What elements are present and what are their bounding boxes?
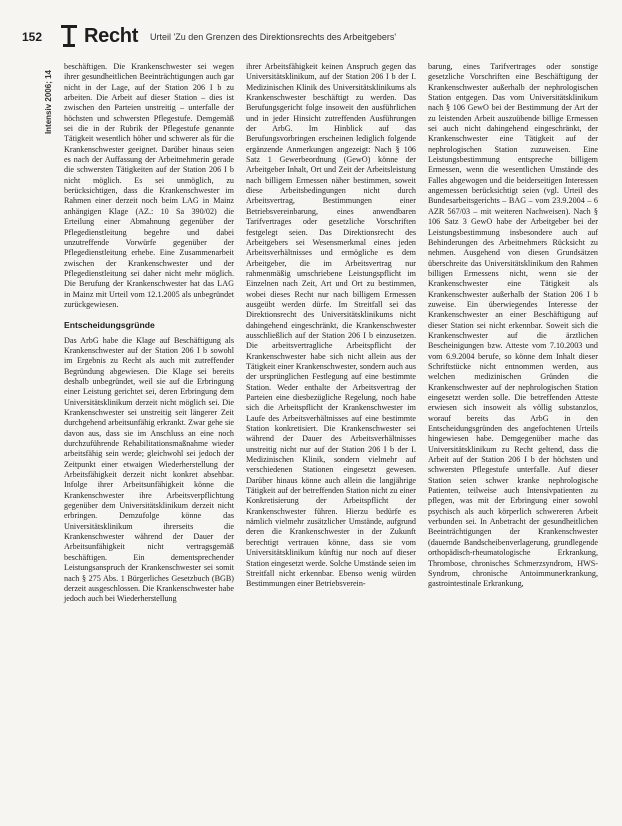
text-column-3 [428,62,598,590]
text-column-1 [64,62,234,605]
paragraph: ihrer Arbeitsfähigkeit keinen Anspruch gegen das Universitätsklinikum, auf der Station 206 I b der I. Medizinischen Klinik des Universitätsklinikums als Krankenschwester beschäftigt zu werden. Das Berufungsgericht folge insoweit den ausführlichen und in jeder Hinsicht zutreffenden Ausführungen der ArbG. Im Hinblick auf das Berufungsvorbringen erscheinen lediglich folgende ergänzende Anmerkungen angezeigt: Nach § 106 Satz 1 Gewerbeordnung (GewO) könne der Arbeitgeber Inhalt, Ort und Zeit der Arbeitsleistung nach billigem Ermessen näher bestimmen, soweit diese Arbeitsbedingungen nicht durch Arbeitsvertrag, Bestimmungen einer Betriebsvereinbarung, eines anwendbaren Tarifvertrages oder gesetzliche Vorschriften festgelegt seien. Das Direktionsrecht des Arbeitgebers sei Wesensmerkmal eines jeden Arbeitsverhältnisses und ermögliche es dem Arbeitgeber, die im Arbeitsvertrag nur rahmenmäßig umschriebene Leistungspflicht im Einzelnen nach Zeit, Art und Ort zu bestimmen, wobei dieses Recht nur nach billigem Ermessen ausgeübt werden dürfe. Im Streitfall sei das Direktionsrecht des Universitätsklinikums nicht dahingehend eingeschränkt, die Krankenschwester ausschließlich auf der Station 206 I b einzusetzen. Die arbeitsvertragliche Arbeitspflicht der Krankenschwester habe sich nicht allein aus der Tätigkeit einer Krankenschwester, sondern auch aus der ursprünglichen Festlegung auf eine bestimmte Station. Weder enthalte der Arbeitsvertrag der Parteien eine diesbezügliche Regelung, noch habe sich die Arbeitspflicht der Krankenschwester im Laufe des Arbeitsverhältnisses auf eine bestimmte Station konkretisiert. Die Krankenschwester sei während der Dauer des Arbeitsverhältnisses unstreitig nicht nur auf der Station 206 I b der I. Medizinischen Klinik, sondern vielmehr auf verschiedenen Stationen eingesetzt gewesen. Darüber hinaus könne auch allein die langjährige Tätigkeit auf der betreffenden Station nicht zu einer Konkretisierung der Arbeitspflicht der Krankenschwester führen. Hierzu bedürfe es nämlich vielmehr zusätzlicher Umstände, aufgrund deren die Krankenschwester in der Zukunft berechtigt vertrauen könne, dass sie vom Universitätsklinikum künftig nur noch auf dieser Station eingesetzt werde. Solche Umstände seien im Streitfall nicht erkennbar. Ebenso wenig würden Bestimmungen einer Betriebsverein- [246,62,416,589]
journal-logo-icon [60,24,78,48]
section-title: Recht [84,25,139,47]
page-header [22,24,598,52]
paragraph: beschäftigen. Die Krankenschwester sei wegen ihrer gesundheitlichen Beeinträchtigungen auch gar nicht in der Lage, auf der Station 206 I b zu arbeiten. Die Arbeit auf dieser Station – dies ist zwischen den Parteien unstreitig – unterfalle der höchsten und schwersten Pflegestufe. Demgemäß sei die in der Rubrik der Pflegestufe genannte Tätigkeit wesentlich höher und schwerer als für die Krankenschwester geeignet. Darüber hinaus seien es nach der Auffassung der Arbeitnehmerin gerade die schwersten Tätigkeiten auf der Station 206 I b nicht möglich. Es sei unmöglich, zu berücksichtigen, dass die Krankenschwester im Rahmen einer derzeit noch beim LAG in Mainz anhängigen Klage (AZ.: 10 Sa 390/02) die Erteilung einer Abmahnung gegenüber der Pflegedienstleitung begehre und dabei unzutreffende Vorwürfe gegenüber der Pflegedienstleitung erhebe. Eine Zusammenarbeit zwischen der Krankenschwester und der Pflegedienstleitung sei daher nicht mehr möglich. Die Berufung der Krankenschwester hat das LAG in Mainz mit Urteil vom 12.1.2005 als unbegründet zurückgewiesen. [64,62,234,309]
subheading: Entscheidungsgründe [64,320,155,331]
paragraph: barung, eines Tarifvertrages oder sonstige gesetzliche Vorschriften eine Beschäftigung der Krankenschwester außerhalb der nephrologischen Station entgegen. Das vom Universitätsklinikum nach § 106 GewO bei der Bestimmung der Art der zu leistenden Arbeit auszuübende billige Ermessen sei auch nicht dahingehend eingeschränkt, der Krankenschwester eine Tätigkeit auf der nephrologischen Station zuzuweisen. Eine Leistungsbestimmung entspreche billigem Ermessen, wenn die wesentlichen Umstände des Falles abgewogen und die beiderseitigen Interessen angemessen berücksichtigt seien (vgl. Urteil des Bundesarbeitsgerichts – BAG – vom 23.9.2004 – 6 AZR 567/03 – mit weiteren Nachweisen). Nach § 106 Satz 3 GewO habe der Arbeitgeber bei der Leistungsbestimmung insbesondere auch auf Behinderungen des Arbeitnehmers Rücksicht zu nehmen. Ausgehend von diesen Grundsätzen überschreite das Universitätsklinikum den Rahmen billigen Ermessens nicht, wenn sie der Krankenschwester eine Tätigkeit als Krankenschwester außerhalb der Station 206 I b zuweise. Ein überwiegendes Interesse der Krankenschwester an einer Beschäftigung auf dieser Station sei nicht erkennbar. Soweit sich die Krankenschwester auf die ärztlichen Bescheinigungen bzw. Atteste vom 7.10.2003 und vom 6.9.2004 berufe, so könne dem Inhalt dieser Schriftstücke nicht entnommen werden, aus welchen medizinischen Gründen die Krankenschwester auf der nephrologischen Station eingesetzt werden solle. Die betreffenden Atteste erwiesen sich insoweit als völlig substanzlos, worauf bereits das ArbG in den Entscheidungsgründen des angefochtenen Urteils hingewiesen habe. Demgegenüber mache das Universitätsklinikum zu Recht geltend, dass die Arbeit auf der Station 206 I b der höchsten und schwersten Pflegestufe unterfalle. Auf dieser Station seien schwer kranke nephrologische Patienten, teilweise auch Intensivpatienten zu pflegen, was mit der Erbringung einer sowohl psychisch als auch körperlich schwereren Arbeit verbunden sei. In Anbetracht der gesundheitlichen Beeinträchtigungen der Krankenschwester (dauernde Bandscheibenverlagerung, grundlegende orthopädisch-rheumatologische Erkrankung, Thrombose, chronisches Schmerzsyndrom, HWS-Syndrom, chronische Antoimmunerkrankung, gastrointestinale Erkrankung, [428,62,598,589]
journal-label-text: Intensiv 2006; 14 [44,70,53,135]
page-number: 152 [22,30,43,44]
paragraph: Das ArbG habe die Klage auf Beschäftigung als Krankenschwester auf der Station 206 I b sowohl im Ergebnis zu Recht als auch mit zutreffender Begründung abgewiesen. Die Klage sei bereits deshalb unbegründet, weil sie auf die Erbringung einer Leistung gerichtet sei, deren Erbringung dem Universitätsklinikum derzeit nicht möglich sei. Die Krankenschwester sei unstreitig seit längerer Zeit durchgehend arbeitsunfähig erkrankt. Zwar gehe sie davon aus, dass sie im Anschluss an eine noch durchzuführende Rehabilitationsmaßnahme wieder arbeitsfähig sein werde; gleichwohl sei jedoch der Zeitpunkt einer etwaigen Wiederherstellung der Arbeitsfähigkeit derzeit nicht konkret absehbar. Infolge ihrer Arbeitsunfähigkeit könne die Krankenschwester ihre Arbeitsverpflichtung gegenüber dem Universitätsklinikum derzeit nicht erbringen. Demzufolge könne das Universitätsklinikum ihrerseits die Krankenschwester während der Dauer der Arbeitsunfähigkeit nicht vertragsgemäß beschäftigen. Ein dementsprechender Leistungsanspruch der Krankenschwester sei somit nach § 275 Abs. 1 Bürgerliches Gesetzbuch (BGB) derzeit ausgeschlossen. Die Krankenschwester habe jedoch auch bei Wiederherstellung [64,335,234,604]
journal-side-label [44,70,56,150]
text-column-2 [246,62,416,590]
breadcrumb: Urteil 'Zu den Grenzen des Direktionsrechts des Arbeitgebers' [150,32,397,42]
